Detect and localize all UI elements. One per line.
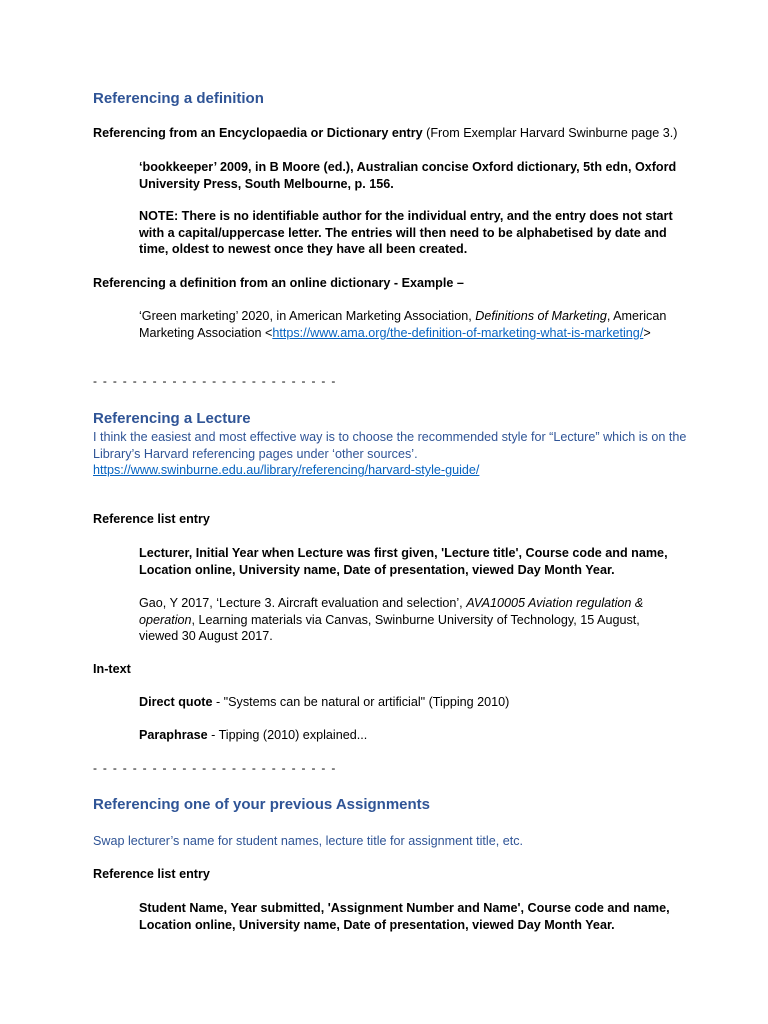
- lecture-template: Lecturer, Initial Year when Lecture was first given, 'Lecture title', Course code and name, Location online, University name, Date of presentation, viewed Day Month Year.: [139, 546, 668, 577]
- section-heading-assignments: Referencing one of your previous Assignments: [93, 796, 431, 813]
- direct-quote-line: [139, 694, 679, 711]
- assignments-reference-list-label: Reference list entry: [93, 867, 210, 881]
- online-dictionary-example: [139, 308, 679, 341]
- lecture-intro-text: I think the easiest and most effective way is to choose the recommended style for “Lecture” which is on the Library’s Harvard referencing pages under ‘other sources’.: [93, 430, 687, 461]
- assignments-intro: Swap lecturer’s name for student names, lecture title for assignment title, etc.: [93, 834, 524, 848]
- paraphrase-text: - Tipping (2010) explained...: [207, 728, 368, 742]
- assignments-template: Student Name, Year submitted, 'Assignment Number and Name', Course code and name, Location online, University name, Date of presentation, viewed Day Month Year.: [139, 901, 670, 932]
- ama-definition-link[interactable]: https://www.ama.org/the-definition-of-marketing-what-is-marketing/: [272, 325, 644, 340]
- lecture-example-post: , Learning materials via Canvas, Swinburne University of Technology, 15 August, viewed 30 August 2017.: [139, 612, 640, 644]
- lecture-example-pre: Gao, Y 2017, ‘Lecture 3. Aircraft evaluation and selection’,: [139, 596, 467, 610]
- lecture-example: [139, 595, 679, 645]
- encyclopaedia-subheading: [93, 125, 683, 142]
- section-heading-definition: Referencing a definition: [93, 90, 264, 107]
- paraphrase-line: [139, 727, 679, 744]
- lecture-intro: [93, 429, 688, 479]
- note-paragraph: NOTE: There is no identifiable author for the individual entry, and the entry does not start with a capital/uppercase letter. The entries will then need to be alphabetised by date and time, oldest to newest once they have all been created.: [139, 209, 673, 257]
- example2-italic: Definitions of Marketing: [475, 309, 607, 323]
- harvard-style-guide-link[interactable]: https://www.swinburne.edu.au/library/referencing/harvard-style-guide/: [93, 463, 480, 478]
- separator-1: - - - - - - - - - - - - - - - - - - - - - - - - -: [93, 374, 337, 388]
- dictionary-example: ‘bookkeeper’ 2009, in B Moore (ed.), Australian concise Oxford dictionary, 5th edn, Oxford University Press, South Melbourne, p. 156.: [139, 160, 677, 191]
- online-dictionary-subheading: Referencing a definition from an online dictionary - Example –: [93, 276, 464, 290]
- example2-mid: , American Marketing Association <: [139, 309, 667, 340]
- section-heading-lecture: Referencing a Lecture: [93, 410, 251, 427]
- separator-2: - - - - - - - - - - - - - - - - - - - - - - - - -: [93, 761, 337, 775]
- example2-pre: ‘Green marketing’ 2020, in American Marketing Association,: [139, 309, 476, 323]
- lecture-example-italic: AVA10005 Aviation regulation & operation: [139, 596, 644, 627]
- direct-quote-label: Direct quote: [139, 695, 213, 709]
- encyclopaedia-subheading-bold: Referencing from an Encyclopaedia or Dictionary entry: [93, 126, 423, 140]
- intext-label: In-text: [93, 662, 131, 676]
- lecture-reference-list-label: Reference list entry: [93, 512, 210, 526]
- paraphrase-label: Paraphrase: [139, 728, 208, 742]
- example2-post: >: [643, 325, 651, 340]
- direct-quote-text: - "Systems can be natural or artificial" (Tipping 2010): [212, 695, 510, 709]
- encyclopaedia-subheading-source: (From Exemplar Harvard Swinburne page 3.): [422, 126, 678, 140]
